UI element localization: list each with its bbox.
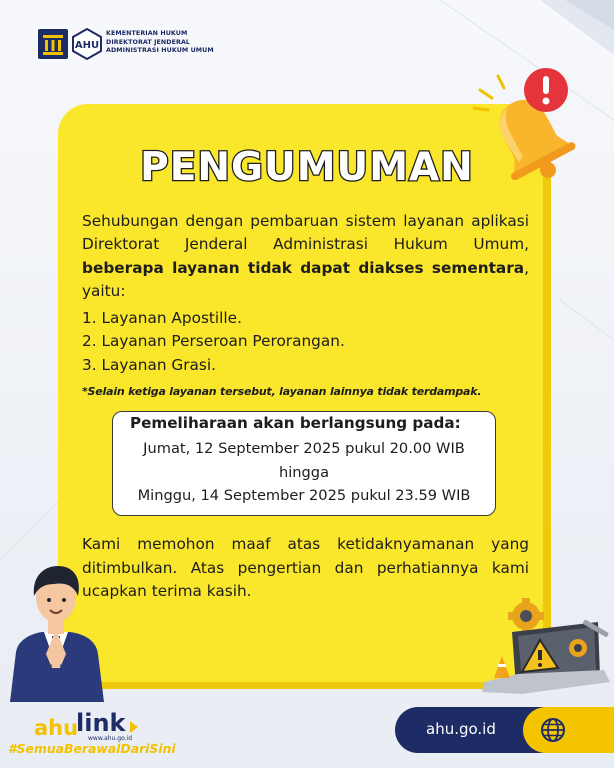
announcement-title: PENGUMUMAN <box>140 145 474 190</box>
intro-paragraph <box>82 210 529 304</box>
website-text[interactable]: ahu.go.id <box>426 720 496 738</box>
svg-text:www.ahu.go.id: www.ahu.go.id <box>88 735 133 742</box>
svg-text:AHU: AHU <box>74 40 100 51</box>
service-note: *Selain ketiga layanan tersebut, layanan lainnya tidak terdampak. <box>82 385 482 398</box>
intro-bold-text: beberapa layanan tidak dapat diakses sementara <box>82 258 525 277</box>
ministry-emblem-icon <box>38 29 68 59</box>
maintenance-heading: Pemeliharaan akan berlangsung pada: <box>130 414 461 432</box>
maintenance-end: Minggu, 14 September 2025 pukul 23.59 WIB <box>137 487 471 504</box>
ahu-logo-icon <box>71 28 103 60</box>
globe-icon <box>540 717 566 743</box>
closing-paragraph: Kami memohon maaf atas ketidaknyamanan yang ditimbulkan. Atas pengertian dan perhatiannya kami ucapkan terima kasih. <box>82 535 529 601</box>
intro-end-text: , yaitu: <box>82 258 529 301</box>
svg-text:link: link <box>76 709 126 737</box>
ministry-line-1: KEMENTERIAN HUKUM <box>106 30 188 37</box>
ministry-name <box>106 30 214 56</box>
maintenance-start: Jumat, 12 September 2025 pukul 20.00 WIB <box>143 440 465 457</box>
service-item: 2. Layanan Perseroan Perorangan. <box>82 332 345 351</box>
greeting-person-icon <box>4 556 108 702</box>
hashtag: #SemuaBerawalDariSini <box>8 741 176 756</box>
globe-badge[interactable] <box>523 707 614 753</box>
ahulink-logo <box>34 707 174 743</box>
intro-text: Sehubungan dengan pembaruan sistem layanan aplikasi Direktorat Jenderal Administrasi Hukum Umum, <box>82 212 529 254</box>
ministry-line-3: ADMINISTRASI HUKUM UMUM <box>106 47 214 55</box>
maintenance-box <box>112 411 496 516</box>
service-item: 3. Layanan Grasi. <box>82 355 217 374</box>
ministry-line-2: DIREKTORAT JENDERAL <box>106 38 191 46</box>
svg-text:ahu: ahu <box>34 716 79 740</box>
service-item: 1. Layanan Apostille. <box>82 309 242 327</box>
maintenance-separator: hingga <box>278 464 330 481</box>
services-list <box>82 307 345 377</box>
maintenance-laptop-icon <box>478 598 614 698</box>
